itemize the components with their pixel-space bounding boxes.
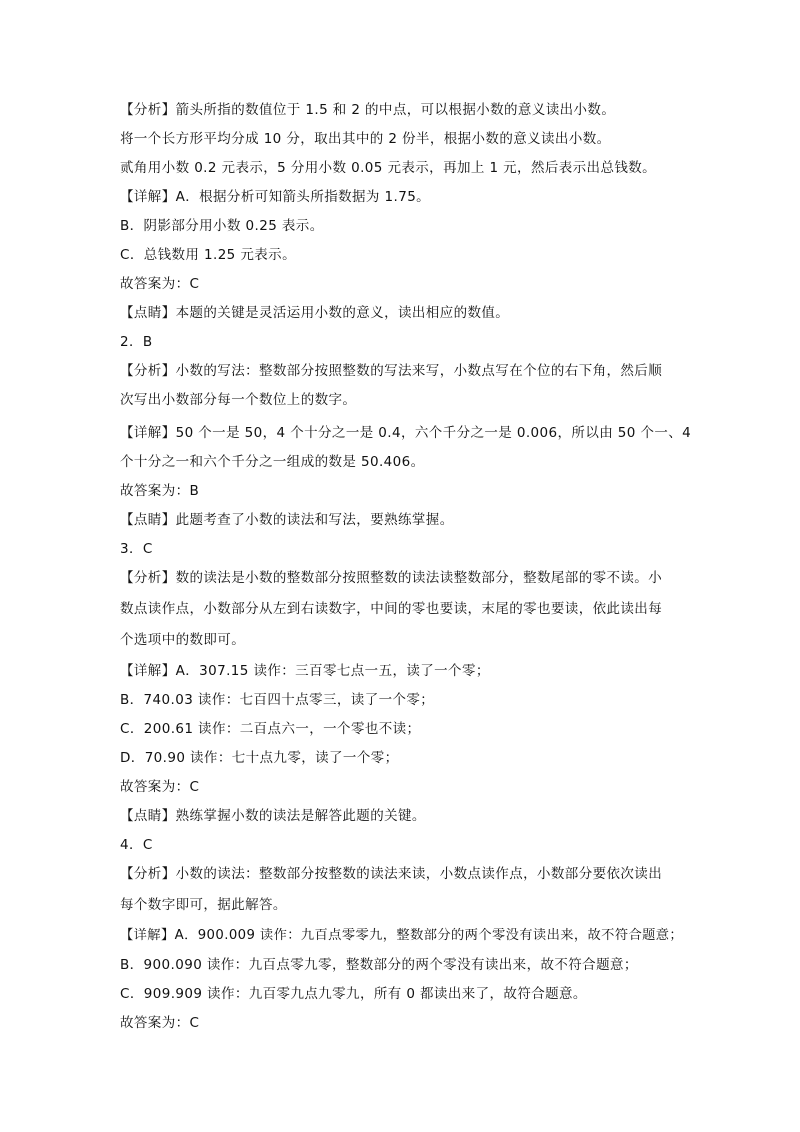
text-line: C．909.909 读作：九百零九点九零九，所有 0 都读出来了，故符合题意。 [120,986,587,1002]
text-line: 【详解】A．根据分析可知箭头所指数据为 1.75。 [120,189,431,205]
text-line: C．总钱数用 1.25 元表示。 [120,247,296,263]
text-line: 【详解】50 个一是 50，4 个十分之一是 0.4，六个千分之一是 0.006，所以由 50 个一、4 [120,425,692,441]
text-line: 每个数字即可，据此解答。 [120,897,287,913]
text-line: 【点睛】本题的关键是灵活运用小数的意义，读出相应的数值。 [120,305,510,321]
text-line: D．70.90 读作：七十点九零，读了一个零； [120,750,399,766]
question-number: 3．C [120,541,153,557]
text-line: 数点读作点，小数部分从左到右读数字，中间的零也要读，末尾的零也要读，依此读出每 [120,601,663,617]
text-line: B．900.090 读作：九百点零九零，整数部分的两个零没有读出来，故不符合题意； [120,957,638,973]
question-number: 4．C [120,837,153,853]
text-line: 【分析】小数的读法：整数部分按整数的读法来读，小数点读作点，小数部分要依次读出 [120,866,663,882]
text-line: 【点睛】熟练掌握小数的读法是解答此题的关键。 [120,808,426,824]
text-line: 【详解】A．307.15 读作：三百零七点一五，读了一个零； [120,663,490,679]
text-line: 故答案为：C [120,779,200,795]
text-line: 故答案为：C [120,1015,200,1031]
text-line: C．200.61 读作：二百点六一，一个零也不读； [120,721,421,737]
question-number: 2．B [120,334,153,350]
text-line: 将一个长方形平均分成 10 分，取出其中的 2 份半，根据小数的意义读出小数。 [120,131,611,147]
text-line: B．阴影部分用小数 0.25 表示。 [120,218,324,234]
text-line: 【分析】小数的写法：整数部分按照整数的写法来写，小数点写在个位的右下角，然后顺 [120,363,663,379]
text-line: 个选项中的数即可。 [120,632,246,648]
text-line: 个十分之一和六个千分之一组成的数是 50.406。 [120,454,425,470]
text-line: 【点睛】此题考查了小数的读法和写法，要熟练掌握。 [120,512,454,528]
text-line: B．740.03 读作：七百四十点零三，读了一个零； [120,692,435,708]
text-line: 次写出小数部分每一个数位上的数字。 [120,392,357,408]
text-line: 故答案为：C [120,276,200,292]
text-line: 【分析】数的读法是小数的整数部分按照整数的读法读整数部分，整数尾部的零不读。小 [120,570,663,586]
text-line: 故答案为：B [120,483,200,499]
text-line: 【分析】箭头所指的数值位于 1.5 和 2 的中点，可以根据小数的意义读出小数。 [120,102,616,118]
text-line: 【详解】A．900.009 读作：九百点零零九，整数部分的两个零没有读出来，故不符合题意； [120,928,684,943]
text-line: 贰角用小数 0.2 元表示，5 分用小数 0.05 元表示，再加上 1 元，然后表示出总钱数。 [120,160,657,176]
